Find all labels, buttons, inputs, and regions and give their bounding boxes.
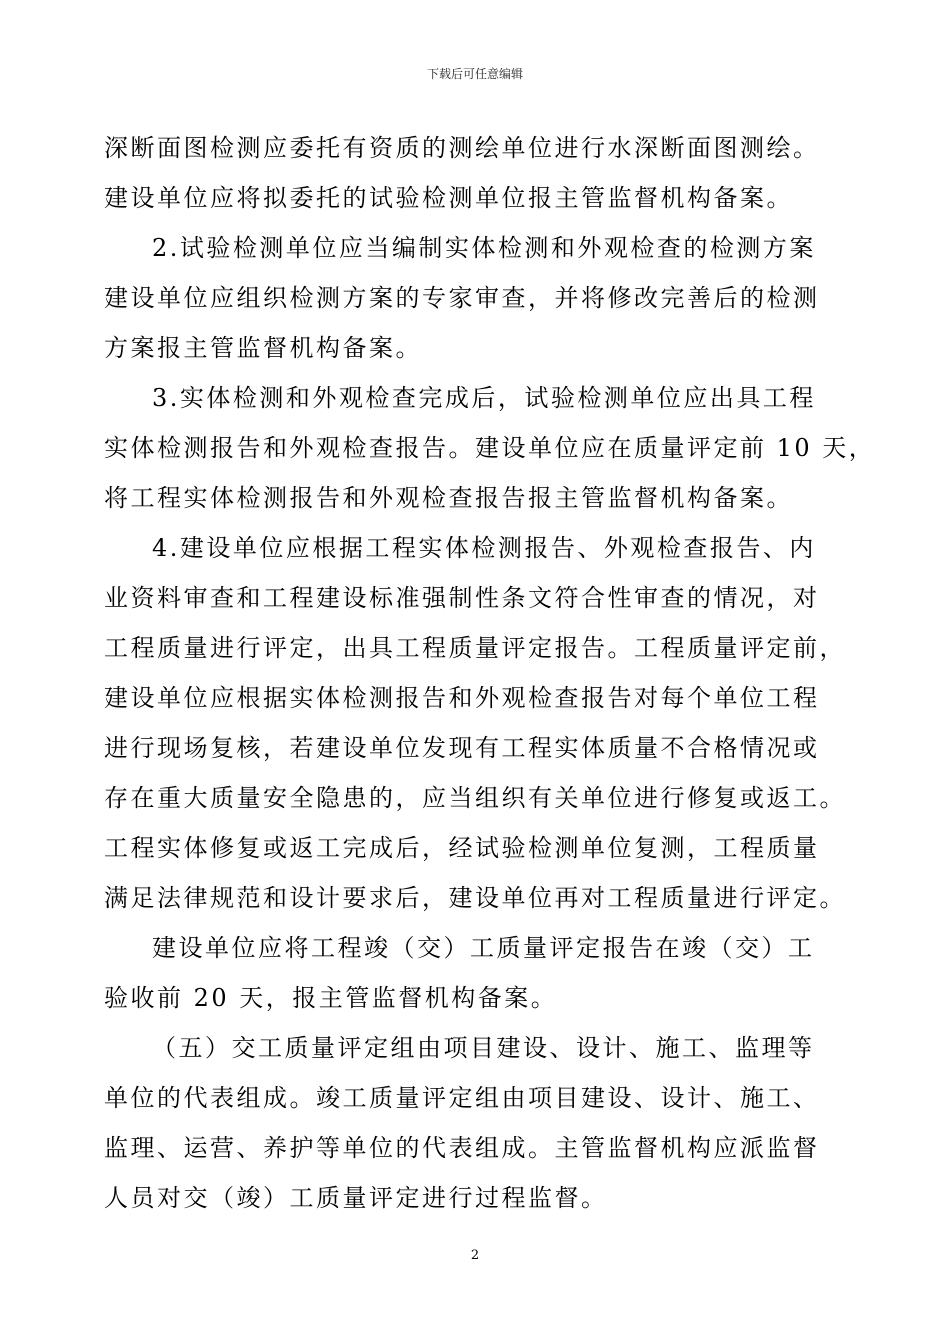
paragraph-first-line: 3.实体检测和外观检查完成后，试验检测单位应出具工程 — [152, 384, 816, 412]
text-line: 方案报主管监督机构备案。 — [104, 334, 422, 362]
text-line: 单位的代表组成。竣工质量评定组由项目建设、设计、施工、 — [104, 1084, 820, 1112]
page-number: 2 — [470, 1248, 480, 1263]
paragraph-first-line: （五）交工质量评定组由项目建设、设计、施工、监理等 — [152, 1034, 815, 1062]
page-header: 下载后可任意编辑 — [426, 67, 523, 81]
text-line: 深断面图检测应委托有资质的测绘单位进行水深断面图测绘。 — [104, 134, 820, 162]
text-line: 存在重大质量安全隐患的，应当组织有关单位进行修复或返工。 — [104, 784, 846, 812]
text-line: 工程质量进行评定，出具工程质量评定报告。工程质量评定前， — [104, 634, 846, 662]
text-line: 验收前 20 天，报主管监督机构备案。 — [104, 984, 558, 1012]
text-line: 满足法律规范和设计要求后，建设单位再对工程质量进行评定。 — [104, 884, 846, 912]
paragraph-first-line: 4.建设单位应根据工程实体检测报告、外观检查报告、内 — [152, 534, 816, 562]
text-line: 实体检测报告和外观检查报告。建设单位应在质量评定前 10 天， — [104, 434, 876, 462]
text-line: 建设单位应组织检测方案的专家审查，并将修改完善后的检测 — [104, 284, 820, 312]
text-line: 进行现场复核，若建设单位发现有工程实体质量不合格情况或 — [104, 734, 820, 762]
text-line: 业资料审查和工程建设标准强制性条文符合性审查的情况，对 — [104, 584, 820, 612]
text-line: 建设单位应根据实体检测报告和外观检查报告对每个单位工程 — [104, 684, 820, 712]
text-line: 将工程实体检测报告和外观检查报告报主管监督机构备案。 — [104, 484, 793, 512]
paragraph-first-line: 建设单位应将工程竣（交）工质量评定报告在竣（交）工 — [152, 934, 815, 962]
paragraph-first-line: 2.试验检测单位应当编制实体检测和外观检查的检测方案 — [152, 234, 816, 262]
text-line: 建设单位应将拟委托的试验检测单位报主管监督机构备案。 — [104, 184, 793, 212]
text-line: 工程实体修复或返工完成后，经试验检测单位复测，工程质量 — [104, 834, 820, 862]
text-line: 人员对交（竣）工质量评定进行过程监督。 — [104, 1184, 608, 1212]
document-body — [104, 127, 876, 1227]
text-line: 监理、运营、养护等单位的代表组成。主管监督机构应派监督 — [104, 1134, 820, 1162]
